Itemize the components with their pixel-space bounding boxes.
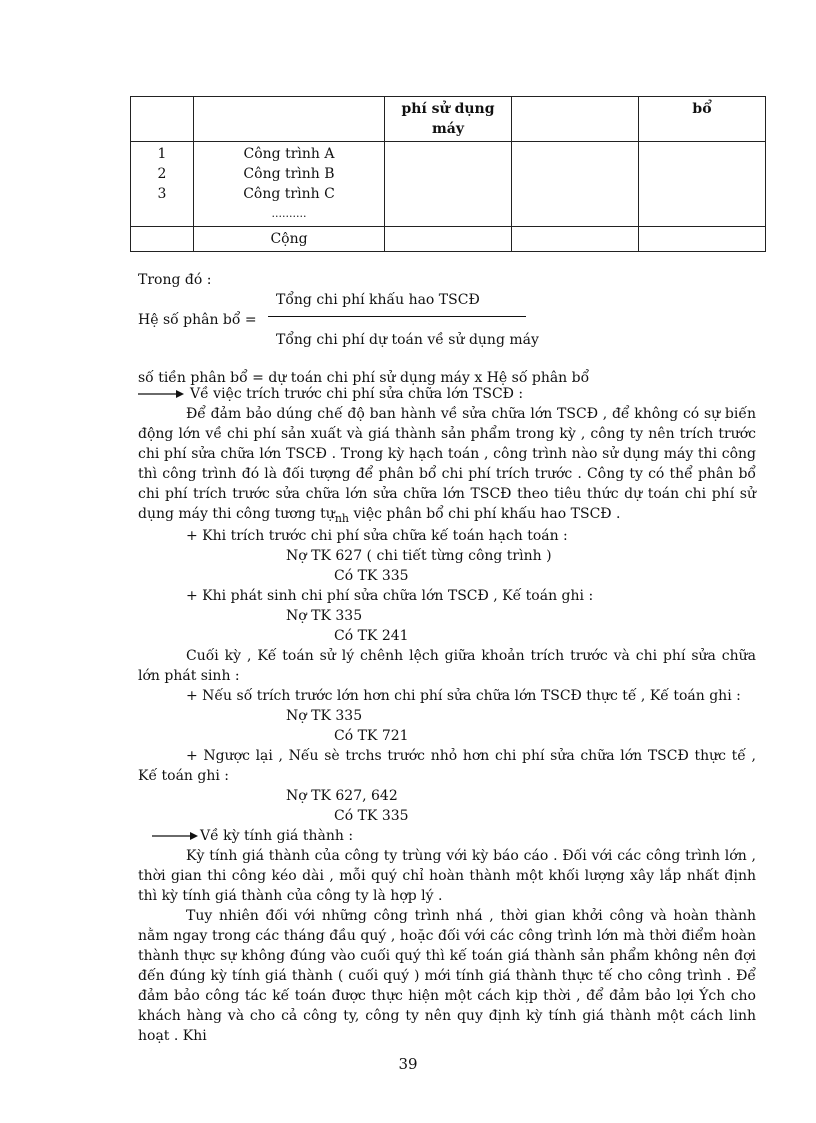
subscript-text: nh xyxy=(334,512,349,525)
journal-credit: Có TK 335 xyxy=(334,808,409,824)
table-row xyxy=(131,142,766,227)
table-header-cell xyxy=(512,97,639,142)
paragraph: Cuối kỳ , Kế toán sử lý chênh lệch giữa khoản trích trước và chi phí sửa chữa lớn phát sinh : xyxy=(138,648,756,684)
arrow-right-icon xyxy=(152,831,198,841)
journal-debit: Nợ TK 335 xyxy=(286,708,363,724)
allocation-formula: số tiền phân bổ = dự toán chi phí sử dụng máy x Hệ số phân bổ xyxy=(138,370,590,386)
journal-credit: Có TK 721 xyxy=(334,728,409,744)
journal-debit: Nợ TK 335 xyxy=(286,608,363,624)
formula-denominator: Tổng chi phí dự toán về sử dụng máy xyxy=(276,332,539,348)
section-heading-depreciation: Về việc trích trước chi phí sửa chữa lớn TSCĐ : xyxy=(190,386,524,402)
table-total-row xyxy=(131,227,766,252)
table-header-row xyxy=(131,97,766,142)
fraction-bar xyxy=(268,316,526,317)
table-cell xyxy=(639,227,766,252)
table-cell xyxy=(385,142,512,227)
project-name: Công trình C xyxy=(243,186,335,202)
journal-credit: Có TK 335 xyxy=(334,568,409,584)
section-heading-costing-period: Về kỳ tính giá thành : xyxy=(200,828,354,844)
table-header-cell: bổ xyxy=(639,97,766,142)
project-name: Công trình A xyxy=(243,146,335,162)
table-cell xyxy=(512,142,639,227)
journal-debit: Nợ TK 627, 642 xyxy=(286,788,398,804)
project-name: Công trình B xyxy=(243,166,335,182)
paragraph xyxy=(138,404,756,529)
paragraph: Kỳ tính giá thành của công ty trùng với kỳ báo cáo . Đối với các công trình lớn , thời gian thi công kéo dài , mỗi quý chỉ hoàn thành một khối lượng xây lắp nhất định thì kỳ tính giá thành của công ty là hợp lý . xyxy=(138,848,756,904)
table-cell xyxy=(131,227,194,252)
paragraph-text: Để đảm bảo dúng chế độ ban hành về sửa chữa lớn TSCĐ , để không có sự biến động lớn về chi phí sản xuất và giá thành sản phẩm trong kỳ , công ty nên trích trước chi phí sửa chữa lớn TSCĐ . Trong kỳ hạch toán , công trình nào sử dụng máy thi công thì công trình đó là đối tượng để phân bổ chi phí trích trước . Công ty có thể phân bổ chi phí trích trước sửa chữa lớn sửa chữa lớn TSCĐ theo tiêu thức dự toán chi phí sử dụng máy thi công tương tự xyxy=(138,406,756,522)
row-numbers-cell xyxy=(131,142,194,227)
row-names-cell xyxy=(194,142,385,227)
journal-line: + Khi trích trước chi phí sửa chữa kế toán hạch toán : xyxy=(186,528,568,544)
table-header-cell xyxy=(194,97,385,142)
journal-credit: Có TK 241 xyxy=(334,628,409,644)
table-header-cell: phí sử dụng máy xyxy=(385,97,512,142)
row-number: 3 xyxy=(157,186,167,202)
journal-line: + Nếu số trích trước lớn hơn chi phí sửa chữa lớn TSCĐ thực tế , Kế toán ghi : xyxy=(186,688,741,704)
table-header-cell xyxy=(131,97,194,142)
row-number: 1 xyxy=(157,146,167,162)
formula-numerator: Tổng chi phí khấu hao TSCĐ xyxy=(276,292,480,308)
formula-lhs: Hệ số phân bổ = xyxy=(138,312,257,328)
table-cell xyxy=(385,227,512,252)
allocation-table xyxy=(130,96,766,252)
page-number: 39 xyxy=(398,1055,418,1073)
row-number: 2 xyxy=(157,166,167,182)
ellipsis: .......... xyxy=(271,207,307,220)
trong-do-label: Trong đó : xyxy=(138,272,212,288)
journal-line: + Khi phát sinh chi phí sửa chữa lớn TSCĐ , Kế toán ghi : xyxy=(186,588,594,604)
arrow-right-icon xyxy=(138,389,184,399)
table-cell xyxy=(512,227,639,252)
table-cell xyxy=(639,142,766,227)
journal-debit: Nợ TK 627 ( chi tiết từng công trình ) xyxy=(286,548,552,564)
paragraph: + Ngược lại , Nếu sè trchs trước nhỏ hơn chi phí sửa chữa lớn TSCĐ thực tế , Kế toán ghi : xyxy=(138,748,756,784)
total-label: Cộng xyxy=(194,227,385,252)
paragraph-text: việc phân bổ chi phí khấu hao TSCĐ . xyxy=(353,506,621,522)
paragraph: Tuy nhiên đối với những công trình nhá , thời gian khởi công và hoàn thành nằm ngay trong các tháng đầu quý , hoặc đối với các công trình lớn mà thời điểm hoàn thành thực sự không đúng vào cuối quý thì kế toán giá thành sản phẩm không nên đợi đến đúng kỳ tính giá thành ( cuối quý ) mới tính giá thành thực tế cho công trình . Để đảm bảo công tác kế toán được thực hiện một cách kịp thời , để đảm bảo lợi Ých cho khách hàng và cho cả công ty, công ty nên quy định kỳ tính giá thành một cách linh hoạt . Khi xyxy=(138,908,756,1044)
